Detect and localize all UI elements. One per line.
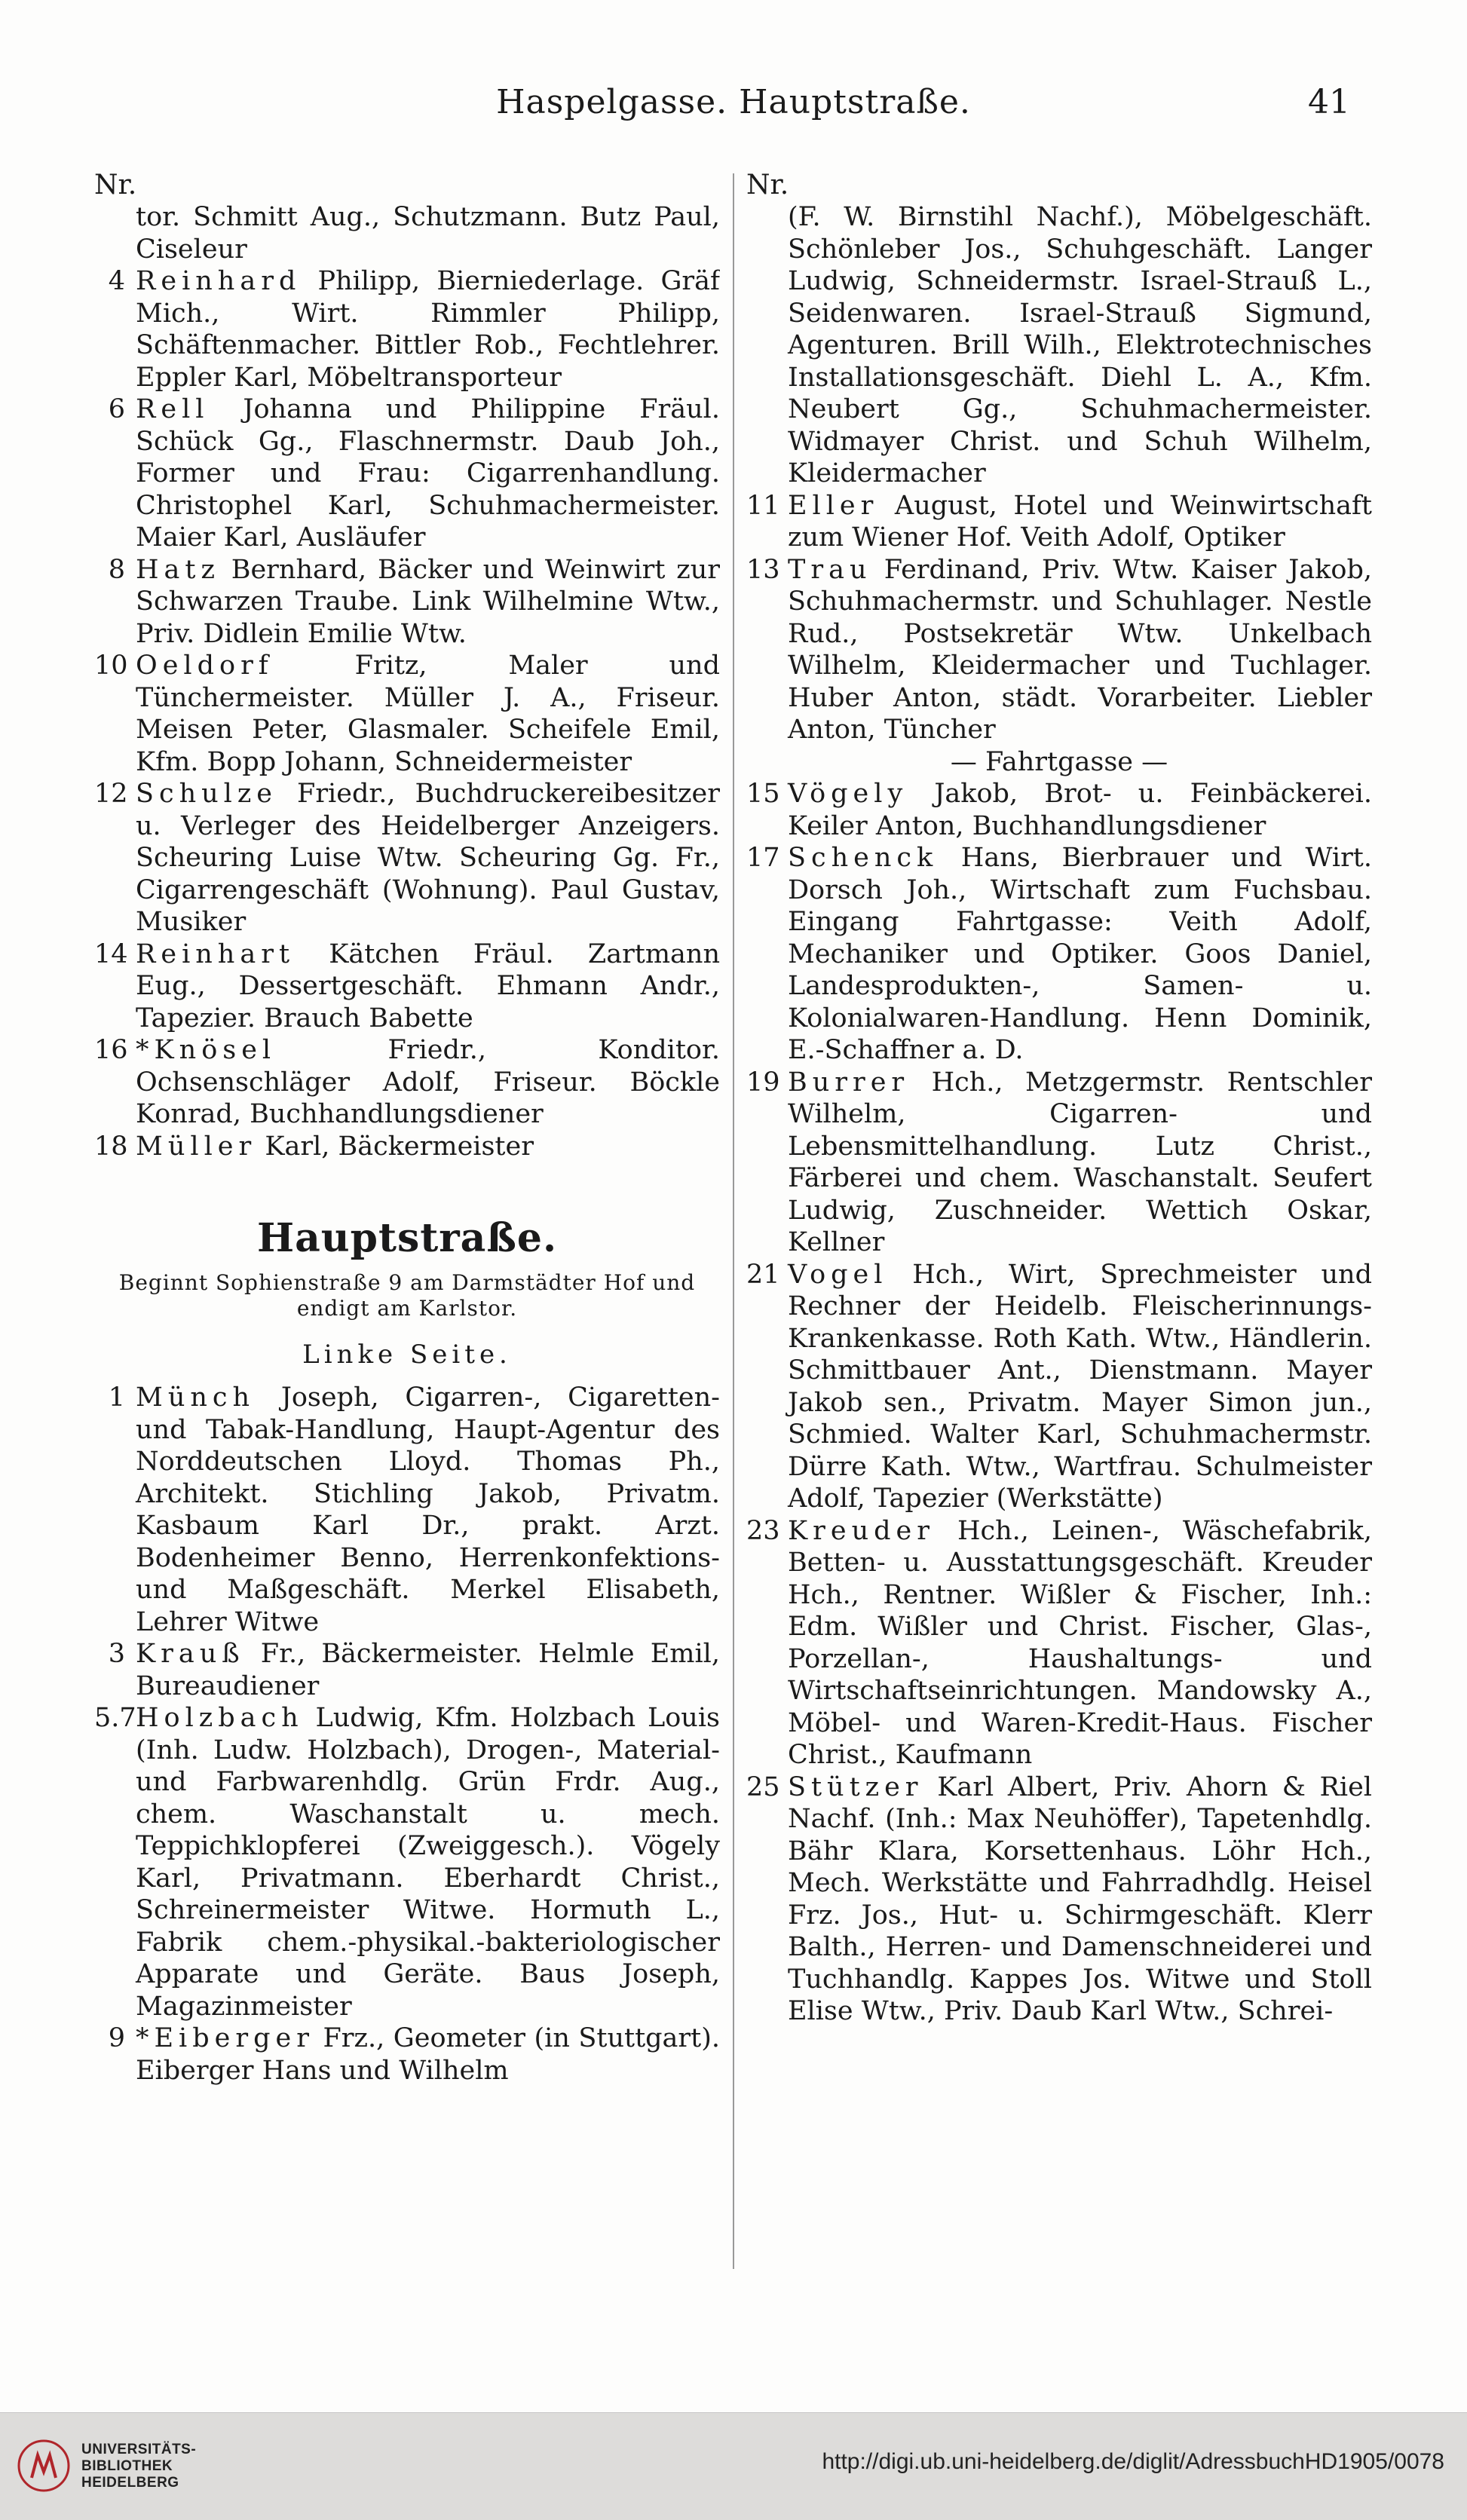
directory-entry	[746, 490, 1372, 554]
owner-name: Burrer	[788, 1067, 910, 1098]
entry-details: Philipp, Bierniederlage. Gräf Mich., Wirt. Rimmler Philipp, Schäftenmacher. Bittler Rob., Fechtlehrer. Eppler Karl, Möbeltransporteur	[136, 266, 720, 393]
owner-name: Oeldorf	[136, 651, 274, 681]
directory-entry	[94, 650, 720, 778]
entry-details: Hans, Bierbrauer und Wirt. Dorsch Joh., Wirtschaft zum Fuchsbau. Eingang Fahrtgasse: Veith Adolf, Mechaniker und Optiker. Goos Daniel, Landesprodukten-, Samen- u. Kolonialwaren-Handlung. Henn Dominik, E.-Schaffner a. D.	[788, 843, 1372, 1065]
directory-entry	[94, 1702, 720, 2022]
directory-entry	[94, 938, 720, 1035]
owner-name: Münch	[136, 1382, 256, 1413]
directory-entry	[94, 1131, 720, 1163]
house-number: 25	[746, 1771, 780, 1802]
entry-details: Hch., Metzgermstr. Rentschler Wilhelm, Cigarren- und Lebensmittelhandlung. Lutz Christ., Färberei und chem. Waschanstalt. Seufert Ludwig, Zuschneider. Wettich Oskar, Kellner	[788, 1067, 1372, 1257]
house-number: 4	[108, 266, 125, 296]
house-number: 11	[746, 490, 780, 521]
entry-details: Fr., Bäckermeister. Helmle Emil, Bureaudiener	[136, 1639, 720, 1701]
house-number: 6	[108, 394, 125, 424]
house-number: 10	[94, 651, 128, 681]
directory-entry	[94, 1382, 720, 1638]
house-number: 16	[94, 1035, 128, 1065]
house-number: 1	[108, 1382, 125, 1413]
entry-details: Joseph, Cigarren-, Cigaretten- und Tabak-Handlung, Haupt-Agentur des Norddeutschen Lloyd. Thomas Ph., Architekt. Stichling Jakob, Privatm. Kasbaum Karl Dr., prakt. Arzt. Bodenheimer Benno, Herrenkonfektions- und Maßgeschäft. Merkel Elisabeth, Lehrer Witwe	[136, 1382, 720, 1637]
directory-entry	[94, 1034, 720, 1131]
directory-entry	[746, 1515, 1372, 1771]
directory-entry	[94, 1638, 720, 1702]
directory-entry	[746, 1771, 1372, 2028]
source-url[interactable]: http://digi.ub.uni-heidelberg.de/diglit/AdressbuchHD1905/0078	[822, 2449, 1444, 2474]
owner-name: Vögely	[788, 779, 908, 809]
entry-details: Hch., Wirt, Sprechmeister und Rechner der Heidelb. Fleischerinnungs-Krankenkasse. Roth Kath. Wtw., Händlerin. Schmittbauer Ant., Dienstmann. Mayer Jakob sen., Privatm. Mayer Simon jun., Schmied. Walter Karl, Schuhmachermstr. Dürre Kath. Wtw., Wartfrau. Schulmeister Adolf, Tapezier (Werkstätte)	[788, 1259, 1372, 1514]
house-number: 15	[746, 779, 780, 809]
directory-entry	[94, 2022, 720, 2087]
owner-name: Eller	[788, 490, 879, 521]
page-header	[0, 83, 1467, 128]
library-logo-text: UNIVERSITÄTS- BIBLIOTHEK HEIDELBERG	[81, 2442, 197, 2491]
entry-details: Ludwig, Kfm. Holzbach Louis (Inh. Ludw. Holzbach), Drogen-, Material- und Farbwarenhdlg. Grün Frdr. Aug., chem. Waschanstalt u. mech. Teppichklopferei (Zweiggesch.). Vögely Karl, Privatmann. Eberhardt Christ., Schreinermeister Witwe. Hormuth L., Fabrik chem.-physikal.-bakteriologischer Apparate und Geräte. Baus Joseph, Magazinmeister	[136, 1703, 720, 2022]
owner-name: Müller	[136, 1131, 257, 1162]
owner-name: Trau	[788, 554, 872, 585]
entry-details: Ferdinand, Priv. Wtw. Kaiser Jakob, Schuhmachermstr. und Schuhlager. Nestle Rud., Postsekretär Wtw. Unkelbach Wilhelm, Kleidermacher und Tuchlager. Huber Anton, städt. Vorarbeiter. Liebler Anton, Tüncher	[788, 554, 1372, 745]
address-list	[746, 490, 1372, 746]
nr-label: Nr.	[94, 170, 137, 201]
house-number: 13	[746, 554, 780, 585]
entry-details: August, Hotel und Weinwirtschaft zum Wiener Hof. Veith Adolf, Optiker	[788, 490, 1372, 553]
house-number: 3	[108, 1639, 125, 1669]
owner-name: Vogel	[788, 1259, 888, 1290]
house-number: 23	[746, 1515, 780, 1546]
directory-entry	[94, 554, 720, 651]
address-list	[94, 1382, 720, 2087]
footer-bar	[0, 2412, 1467, 2520]
page-number: 41	[1308, 83, 1350, 121]
owner-name: Reinhard	[136, 266, 302, 296]
owner-name: *Eiberger	[136, 2023, 314, 2053]
directory-entry	[94, 393, 720, 554]
left-column	[94, 170, 720, 2273]
right-column	[746, 170, 1372, 2273]
owner-name: Schenck	[788, 843, 939, 873]
owner-name: Schulze	[136, 779, 278, 809]
house-number: 12	[94, 779, 128, 809]
entry-details: Karl, Bäckermeister	[256, 1131, 534, 1162]
house-number: 8	[108, 554, 125, 585]
continuation-text: (F. W. Birnstihl Nachf.), Möbelgeschäft. Schönleber Jos., Schuhgeschäft. Langer Ludwig, Schneidermstr. Israel-Strauß L., Seidenwaren. Israel-Strauß Sigmund, Agenturen. Brill Wilh., Elektrotechnisches Installationsgeschäft. Diehl L. A., Kfm. Neubert Gg., Schuhmachermeister. Widmayer Christ. und Schuh Wilhelm, Kleidermacher	[788, 202, 1372, 488]
street-subheading: — Fahrtgasse —	[950, 746, 1168, 777]
section-title: Hauptstraße.	[256, 1215, 558, 1261]
entry-details: Johanna und Philippine Fräul. Schück Gg., Flaschnermstr. Daub Joh., Former und Frau: Cigarrenhandlung. Christophel Karl, Schuhmachermeister. Maier Karl, Ausläufer	[136, 394, 720, 553]
entry-details: Hch., Leinen-, Wäschefabrik, Betten- u. Ausstattungsgeschäft. Kreuder Hch., Rentner. Wißler & Fischer, Inh.: Edm. Wißler und Christ. Fischer, Glas-, Porzellan-, Haushaltungs- und Wirtschaftseinrichtungen. Mandowsky A., Möbel- und Waren-Kredit-Haus. Fischer Christ., Kaufmann	[788, 1515, 1372, 1770]
entry-details: Bernhard, Bäcker und Weinwirt zur Schwarzen Traube. Link Wilhelmine Wtw., Priv. Didlein Emilie Wtw.	[136, 554, 720, 649]
house-number: 14	[94, 938, 128, 969]
directory-entry	[746, 1067, 1372, 1259]
address-list	[94, 265, 720, 1162]
section-subtitle: Linke Seite.	[302, 1340, 512, 1370]
nr-label: Nr.	[746, 170, 789, 201]
owner-name: Kreuder	[788, 1515, 935, 1546]
owner-name: *Knösel	[136, 1035, 277, 1065]
running-title: Haspelgasse. Hauptstraße.	[496, 83, 971, 121]
directory-entry	[746, 1259, 1372, 1515]
directory-entry	[94, 778, 720, 938]
entry-details: Fritz, Maler und Tünchermeister. Müller J. A., Friseur. Meisen Peter, Glasmaler. Scheifele Emil, Kfm. Bopp Johann, Schneidermeister	[136, 651, 720, 777]
directory-entry	[94, 265, 720, 393]
house-number: 17	[746, 843, 780, 873]
entry-details: Kätchen Fräul. Zartmann Eug., Dessertgeschäft. Ehmann Andr., Tapezier. Brauch Babette	[136, 938, 720, 1033]
owner-name: Rell	[136, 394, 210, 424]
university-seal-icon	[17, 2439, 71, 2493]
continuation-text: tor. Schmitt Aug., Schutzmann. Butz Paul, Ciseleur	[136, 202, 720, 265]
house-number: 18	[94, 1131, 128, 1162]
house-number: 19	[746, 1067, 780, 1098]
entry-details: Friedr., Buchdruckereibesitzer u. Verleger des Heidelberger Anzeigers. Scheuring Luise Wtw. Scheuring Gg. Fr., Cigarrengeschäft (Wohnung). Paul Gustav, Musiker	[136, 779, 720, 937]
entry-details: Friedr., Konditor. Ochsenschläger Adolf, Friseur. Böckle Konrad, Buchhandlungsdiener	[136, 1035, 720, 1129]
house-number: 9	[108, 2023, 125, 2053]
owner-name: Hatz	[136, 554, 220, 585]
address-list	[746, 778, 1372, 2028]
directory-entry	[746, 842, 1372, 1067]
entry-details: Frz., Geometer (in Stuttgart). Eiberger Hans und Wilhelm	[136, 2023, 720, 2086]
owner-name: Holzbach	[136, 1703, 304, 1733]
directory-entry	[746, 778, 1372, 842]
owner-name: Stützer	[788, 1771, 923, 1802]
directory-entry	[746, 554, 1372, 746]
house-number: 5.7	[94, 1703, 136, 1733]
house-number: 21	[746, 1259, 780, 1290]
section-note: Beginnt Sophienstraße 9 am Darmstädter Hof und endigt am Karlstor.	[118, 1270, 696, 1321]
owner-name: Reinhart	[136, 938, 296, 969]
column-divider	[733, 173, 734, 2269]
owner-name: Krauß	[136, 1639, 245, 1669]
entry-details: Jakob, Brot- u. Feinbäckerei. Keiler Anton, Buchhandlungsdiener	[788, 779, 1372, 841]
entry-details: Karl Albert, Priv. Ahorn & Riel Nachf. (Inh.: Max Neuhöffer), Tapetenhdlg. Bähr Klara, Korsettenhaus. Löhr Hch., Mech. Werkstätte und Fahrradhdlg. Heisel Frz. Jos., Hut- u. Schirmgeschäft. Klerr Balth., Herren- und Damenschneiderei und Tuchhandlg. Kappes Jos. Witwe und Stoll Elise Wtw., Priv. Daub Karl Wtw., Schrei-	[788, 1771, 1372, 2026]
